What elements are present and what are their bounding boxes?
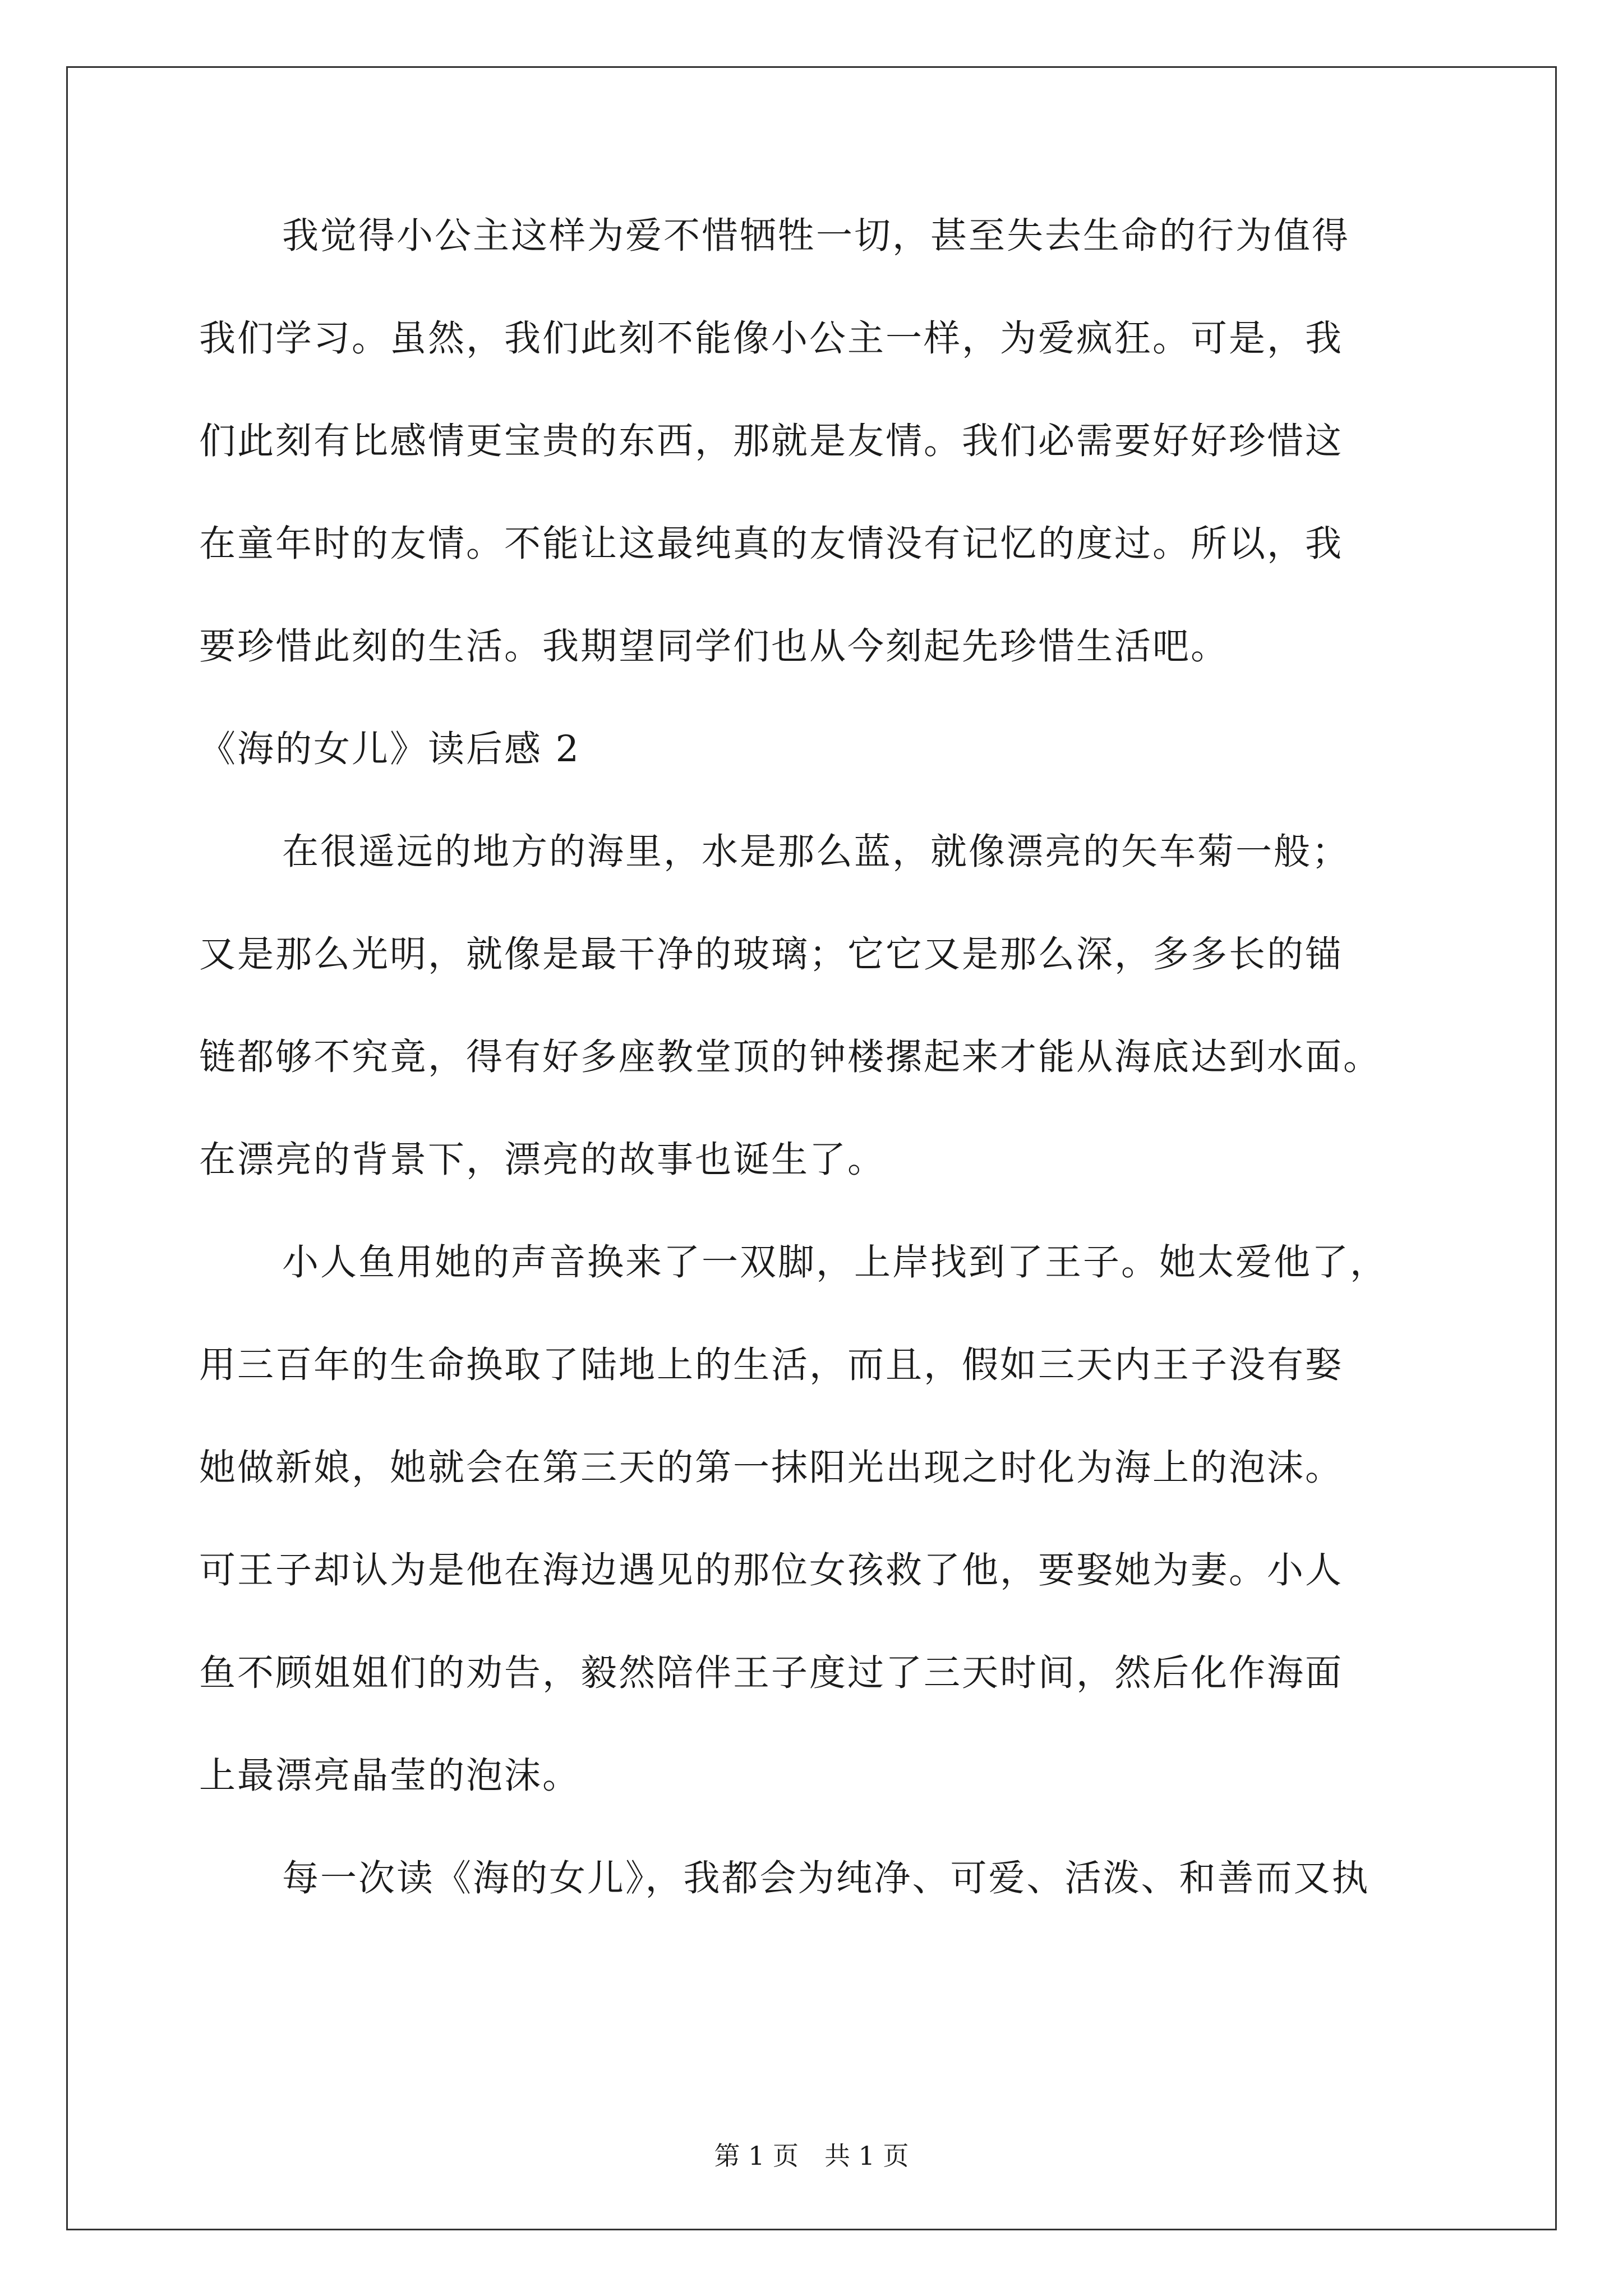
text-line: 又是那么光明，就像是最干净的玻璃；它它又是那么深，多多长的锚: [199, 933, 1344, 976]
text-line: 鱼不顾姐姐们的劝告，毅然陪伴王子度过了三天时间，然后化作海面: [199, 1652, 1344, 1694]
text-line: 可王子却认为是他在海边遇见的那位女孩救了他，要娶她为妻。小人: [199, 1549, 1344, 1591]
document-body: [199, 215, 1430, 1963]
page-footer: 第 1 页 共 1 页: [714, 2141, 909, 2171]
text-line: 在很遥远的地方的海里，水是那么蓝，就像漂亮的矢车菊一般；: [282, 831, 1350, 873]
text-line: 用三百年的生命换取了陆地上的生活，而且，假如三天内王子没有娶: [199, 1344, 1344, 1386]
text-line: 上最漂亮晶莹的泡沫。: [199, 1755, 581, 1797]
text-line: 小人鱼用她的声音换来了一双脚，上岸找到了王子。她太爱他了，: [282, 1241, 1389, 1283]
text-line: 链都够不究竟，得有好多座教堂顶的钟楼摞起来才能从海底达到水面。: [199, 1036, 1382, 1078]
text-line: 在漂亮的背景下，漂亮的故事也诞生了。: [199, 1139, 886, 1181]
text-line: 我们学习。虽然，我们此刻不能像小公主一样，为爱疯狂。可是，我: [199, 318, 1344, 360]
text-line: 我觉得小公主这样为爱不惜牺牲一切，甚至失去生命的行为值得: [282, 215, 1350, 257]
text-line: 在童年时的友情。不能让这最纯真的友情没有记忆的度过。所以，我: [199, 523, 1344, 565]
text-line: 们此刻有比感情更宝贵的东西，那就是友情。我们必需要好好珍惜这: [199, 420, 1344, 462]
text-line: 她做新娘，她就会在第三天的第一抹阳光出现之时化为海上的泡沫。: [199, 1447, 1344, 1489]
section-heading: 《海的女儿》读后感 2: [199, 728, 581, 770]
text-line: 要珍惜此刻的生活。我期望同学们也从今刻起先珍惜生活吧。: [199, 625, 1229, 668]
text-line: 每一次读《海的女儿》，我都会为纯净、可爱、活泼、和善而又执: [282, 1857, 1370, 1899]
